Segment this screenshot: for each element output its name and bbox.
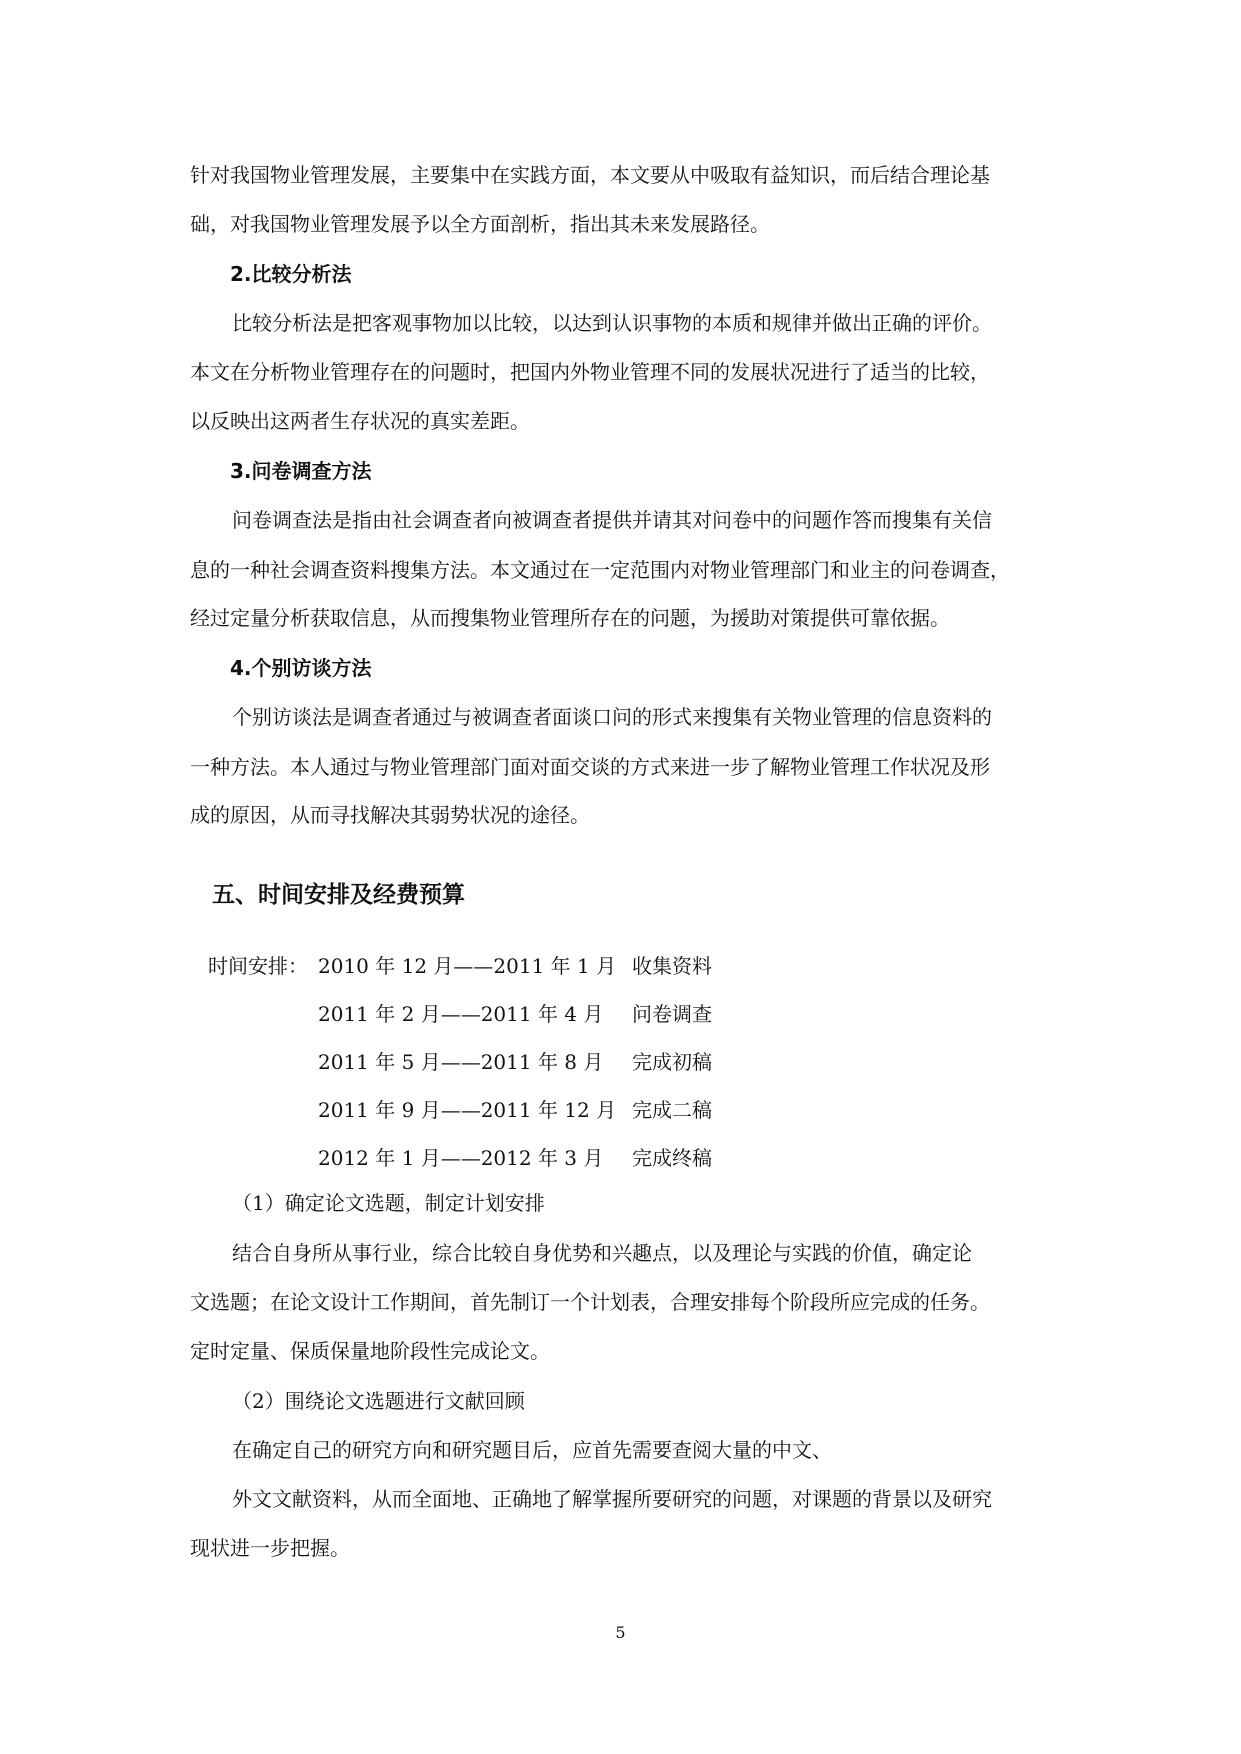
schedule-task: 收集资料 bbox=[632, 954, 712, 978]
paragraph-line: 针对我国物业管理发展，主要集中在实践方面，本文要从中吸取有益知识，而后结合理论基 bbox=[190, 163, 990, 187]
paragraph-line: 成的原因，从而寻找解决其弱势状况的途径。 bbox=[190, 803, 590, 827]
paragraph-line: 结合自身所从事行业，综合比较自身优势和兴趣点，以及理论与实践的价值，确定论 bbox=[232, 1241, 972, 1265]
schedule-task: 完成终稿 bbox=[632, 1146, 712, 1170]
paragraph-line: 在确定自己的研究方向和研究题目后，应首先需要查阅大量的中文、 bbox=[232, 1438, 832, 1462]
paragraph-line: 本文在分析物业管理存在的问题时，把国内外物业管理不同的发展状况进行了适当的比较， bbox=[190, 360, 990, 384]
schedule-task: 问卷调查 bbox=[632, 1002, 712, 1026]
paragraph-line: 以反映出这两者生存状况的真实差距。 bbox=[190, 409, 530, 433]
paragraph-line: 文选题；在论文设计工作期间，首先制订一个计划表，合理安排每个阶段所应完成的任务。 bbox=[190, 1290, 990, 1314]
step-title: （1）确定论文选题，制定计划安排 bbox=[232, 1191, 545, 1215]
schedule-label: 时间安排： bbox=[208, 954, 308, 978]
schedule-task: 完成初稿 bbox=[632, 1050, 712, 1074]
section-heading: 五、时间安排及经费预算 bbox=[212, 882, 465, 908]
paragraph-line: 经过定量分析获取信息，从而搜集物业管理所存在的问题，为援助对策提供可靠依据。 bbox=[190, 606, 950, 630]
schedule-range: 2011 年 5 月——2011 年 8 月 bbox=[318, 1050, 604, 1074]
step-title: （2）围绕论文选题进行文献回顾 bbox=[232, 1389, 525, 1413]
paragraph-line: 础，对我国物业管理发展予以全方面剖析，指出其未来发展路径。 bbox=[190, 212, 770, 236]
schedule-task: 完成二稿 bbox=[632, 1098, 712, 1122]
subheading-questionnaire: 3.问卷调查方法 bbox=[230, 459, 372, 483]
schedule-range: 2012 年 1 月——2012 年 3 月 bbox=[318, 1146, 604, 1170]
schedule-range: 2011 年 2 月——2011 年 4 月 bbox=[318, 1002, 604, 1026]
paragraph-line: 现状进一步把握。 bbox=[190, 1536, 350, 1560]
paragraph-line: 外文文献资料，从而全面地、正确地了解掌握所要研究的问题，对课题的背景以及研究 bbox=[232, 1487, 992, 1511]
paragraph-line: 定时定量、保质保量地阶段性完成论文。 bbox=[190, 1339, 550, 1363]
paragraph-line: 一种方法。本人通过与物业管理部门面对面交谈的方式来进一步了解物业管理工作状况及形 bbox=[190, 755, 990, 779]
schedule-range: 2010 年 12 月——2011 年 1 月 bbox=[318, 954, 617, 978]
subheading-interview: 4.个别访谈方法 bbox=[230, 656, 372, 680]
paragraph-line: 比较分析法是把客观事物加以比较，以达到认识事物的本质和规律并做出正确的评价。 bbox=[232, 311, 992, 335]
paragraph-line: 问卷调查法是指由社会调查者向被调查者提供并请其对问卷中的问题作答而搜集有关信 bbox=[232, 508, 992, 532]
paragraph-line: 息的一种社会调查资料搜集方法。本文通过在一定范围内对物业管理部门和业主的问卷调查， bbox=[190, 558, 1010, 582]
subheading-comparative-analysis: 2.比较分析法 bbox=[230, 262, 352, 286]
page-number: 5 bbox=[615, 1623, 626, 1642]
schedule-range: 2011 年 9 月——2011 年 12 月 bbox=[318, 1098, 617, 1122]
paragraph-line: 个别访谈法是调查者通过与被调查者面谈口问的形式来搜集有关物业管理的信息资料的 bbox=[232, 705, 992, 729]
